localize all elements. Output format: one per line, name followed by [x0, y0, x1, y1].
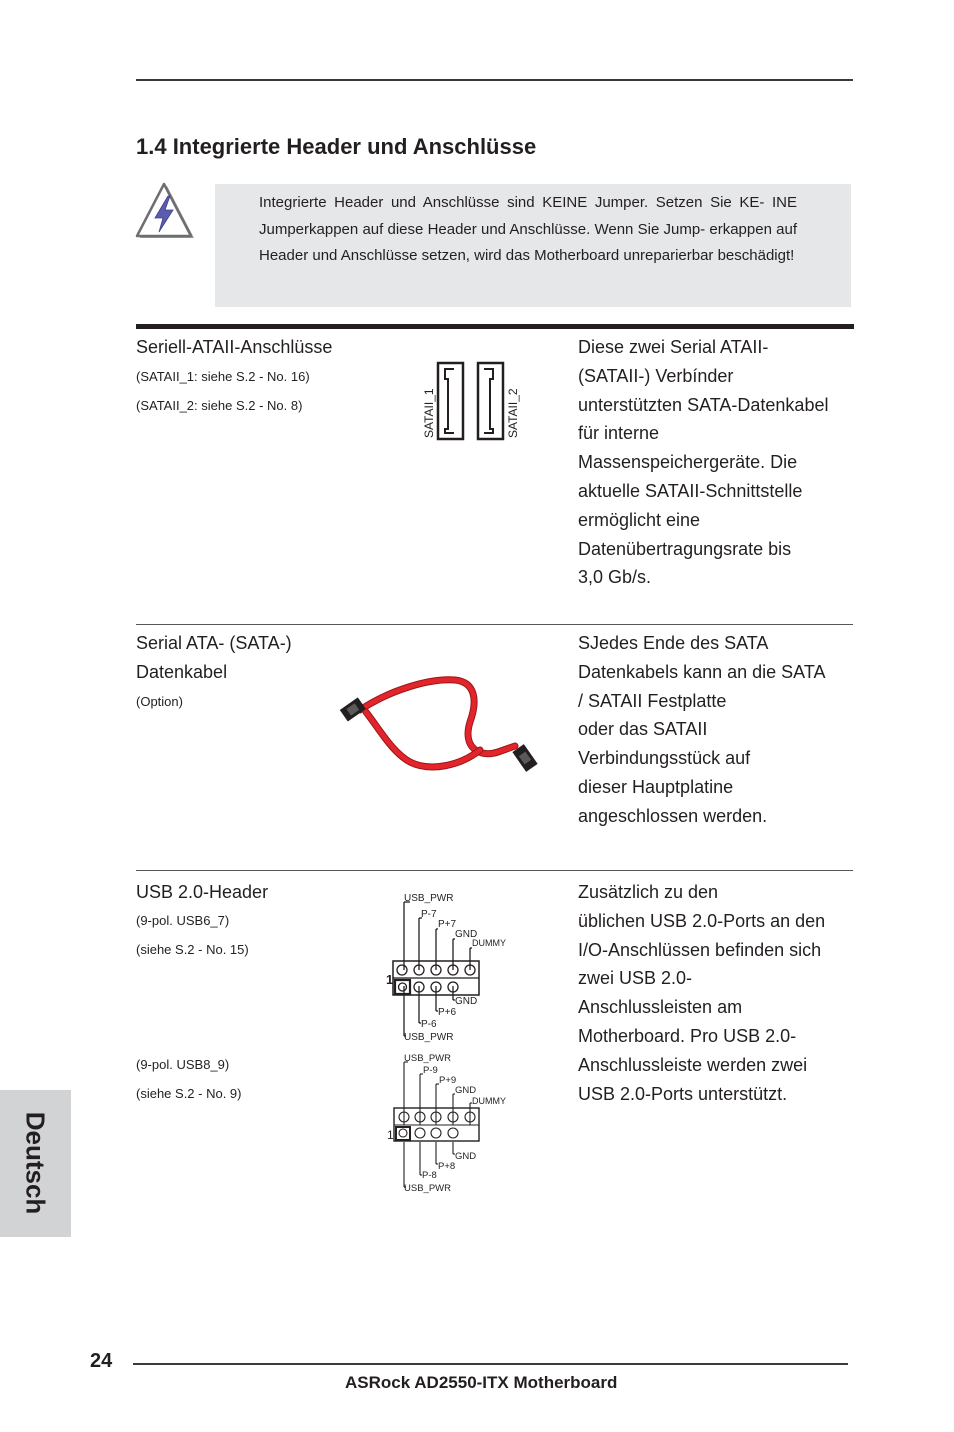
- description-line: dieser Hauptplatine: [578, 776, 734, 797]
- section-title: 1.4 Integrierte Header und Anschlüsse: [136, 134, 537, 159]
- usb-header-diagram-2: [384, 1050, 524, 1198]
- description-line: 3,0 Gb/s.: [578, 567, 652, 588]
- sata-ports-ref-2: (SATAII_2: siehe S.2 - No. 8): [136, 398, 303, 413]
- pin-label: P+6: [438, 1007, 457, 1018]
- sata-connector-2: [478, 363, 503, 439]
- description-line: Anschlussleisten am: [578, 997, 743, 1018]
- description-line: Zusätzlich zu den: [578, 882, 719, 902]
- language-side-tab: [0, 1090, 71, 1237]
- warning-triangle-icon: [134, 182, 196, 242]
- pin-label: USB_PWR: [404, 1183, 451, 1194]
- sata-ports-ref-1: (SATAII_1: siehe S.2 - No. 16): [136, 369, 310, 384]
- sata-connectors-diagram: [418, 360, 528, 442]
- section-divider: [136, 870, 853, 871]
- section-divider: [136, 624, 853, 625]
- top-rule: [136, 79, 853, 81]
- pin-label: DUMMY: [472, 1096, 506, 1106]
- usb-header-description: [578, 878, 853, 1108]
- sata-ports-label: Seriell-ATAII-Anschlüsse: [136, 337, 333, 357]
- usb-header-ref-3: (9-pol. USB8_9): [136, 1057, 230, 1072]
- description-line: ermöglicht eine: [578, 509, 701, 530]
- description-line: SJedes Ende des SATA: [578, 633, 769, 653]
- pin-label: GND: [455, 1085, 477, 1096]
- description-line: oder das SATAII: [578, 719, 708, 740]
- pin-label: P+9: [439, 1075, 457, 1086]
- sata-cable-description: [578, 629, 853, 831]
- description-line: / SATAII Festplatte: [578, 690, 727, 711]
- pin-label: USB_PWR: [404, 1053, 451, 1064]
- pin1-marker: 1: [386, 972, 394, 987]
- warning-box: [215, 184, 851, 307]
- sata-connector-1: [438, 363, 463, 439]
- pin-label: USB_PWR: [404, 1032, 454, 1043]
- description-line: üblichen USB 2.0-Ports an den: [578, 910, 826, 931]
- sata-connector-1-label: SATAII_1: [422, 388, 436, 438]
- description-line: angeschlossen werden.: [578, 805, 768, 826]
- pin-label: P+7: [438, 919, 457, 930]
- description-line: Datenübertragungsrate bis: [578, 538, 792, 559]
- pin-label: P-8: [422, 1170, 437, 1181]
- pin-label: GND: [455, 1151, 477, 1162]
- language-side-tab-label: Deutsch: [20, 1111, 51, 1215]
- sata-cable-label-line1: Serial ATA- (SATA-): [136, 633, 292, 653]
- pin-label: USB_PWR: [404, 893, 454, 904]
- footer-product: ASRock AD2550-ITX Motherboard: [345, 1373, 618, 1392]
- description-line: Verbindungsstück auf: [578, 748, 751, 769]
- pin1-marker: 1: [387, 1128, 394, 1142]
- sata-cable-label-line2: Datenkabel: [136, 662, 228, 682]
- pin-label: DUMMY: [472, 938, 506, 948]
- pin-label: P-6: [421, 1019, 437, 1030]
- usb-header-ref-2: (siehe S.2 - No. 15): [136, 942, 249, 957]
- pin-label: P-7: [421, 909, 437, 920]
- pin-label: GND: [455, 929, 478, 940]
- section-divider-thick: [136, 324, 854, 329]
- pin-label: P+8: [438, 1161, 456, 1172]
- description-line: Datenkabels kann an die SATA: [578, 661, 826, 682]
- sata-cable-option: (Option): [136, 694, 183, 709]
- description-line: Massenspeichergeräte. Die: [578, 452, 798, 473]
- description-line: (SATAII-) Verbínder: [578, 365, 734, 386]
- description-line: aktuelle SATAII-Schnittstelle: [578, 480, 803, 501]
- usb-header-label: USB 2.0-Header: [136, 882, 269, 902]
- page-number: 24: [90, 1350, 113, 1372]
- usb-header-ref-1: (9-pol. USB6_7): [136, 913, 230, 928]
- footer-rule: [133, 1363, 848, 1365]
- description-line: I/O-Anschlüssen befinden sich: [578, 939, 822, 960]
- description-line: Diese zwei Serial ATAII-: [578, 337, 769, 357]
- description-line: Anschlussleiste werden zwei: [578, 1054, 808, 1075]
- description-line: unterstützten SATA-Datenkabel: [578, 394, 829, 415]
- sata-ports-description: [578, 333, 853, 592]
- sata-cable-image: [330, 660, 550, 785]
- description-line: USB 2.0-Ports unterstützt.: [578, 1083, 788, 1104]
- usb-header-diagram-1: [384, 890, 524, 1045]
- description-line: Motherboard. Pro USB 2.0-: [578, 1025, 797, 1046]
- pin-label: GND: [455, 996, 478, 1007]
- usb-header-ref-4: (siehe S.2 - No. 9): [136, 1086, 242, 1101]
- description-line: für interne: [578, 423, 660, 444]
- sata-connector-2-label: SATAII_2: [506, 388, 520, 438]
- warning-text: Integrierte Header und Anschlüsse sind KEINE Jumper. Setzen Sie KE- INE Jumperkappen auf diese Header und Anschlüsse. Wenn Sie Jump- erkappen auf Header und Anschlüsse setzen, wird das Motherboard unreparierbar beschädigt!: [259, 194, 797, 264]
- pin-label: P-9: [423, 1065, 438, 1076]
- description-line: zwei USB 2.0-: [578, 968, 693, 989]
